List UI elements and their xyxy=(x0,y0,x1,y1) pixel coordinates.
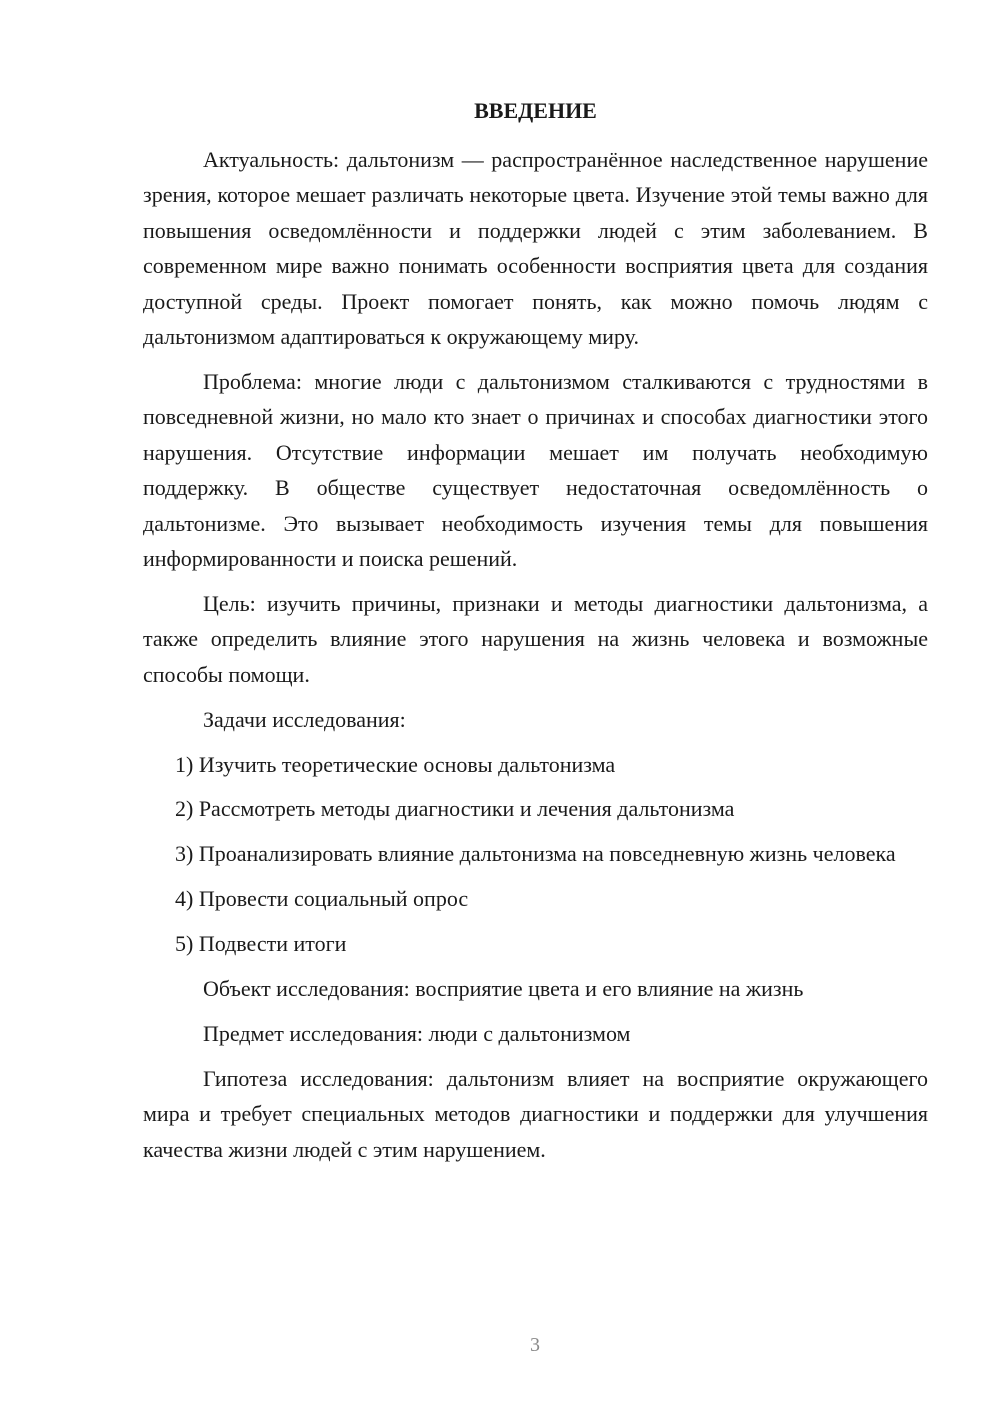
task-item-1: 1) Изучить теоретические основы дальтонизма xyxy=(175,751,616,777)
problem-paragraph: Проблема: многие люди с дальтонизмом сталкиваются с трудностями в повседневной жизни, но мало кто знает о причинах и способах диагностики этого нарушения. Отсутствие информации мешает им получать необходимую поддержку. В обществе существует недостаточная осведомлённость о дальтонизме. Это вызывает необходимость изучения темы для повышения информированности и поиска решений. xyxy=(143,368,928,571)
subject-paragraph: Предмет исследования: люди с дальтонизмом xyxy=(203,1020,631,1046)
body-text xyxy=(143,142,928,1177)
tasks-heading: Задачи исследования: xyxy=(203,706,406,732)
page-number: 3 xyxy=(530,1334,540,1356)
relevance-paragraph: Актуальность: дальтонизм — распространённое наследственное нарушение зрения, которое мешает различать некоторые цвета. Изучение этой темы важно для повышения осведомлённости и поддержки людей с этим заболеванием. В современном мире важно понимать особенности восприятия цвета для создания доступной среды. Проект помогает понять, как можно помочь людям с дальтонизмом адаптироваться к окружающему миру. xyxy=(143,147,928,350)
task-item-5: 5) Подвести итоги xyxy=(175,931,347,957)
goal-paragraph: Цель: изучить причины, признаки и методы диагностики дальтонизма, а также определить влияние этого нарушения на жизнь человека и возможные способы помощи. xyxy=(143,590,928,687)
task-item-2: 2) Рассмотреть методы диагностики и лечения дальтонизма xyxy=(175,796,735,822)
task-item-3: 3) Проанализировать влияние дальтонизма на повседневную жизнь человека xyxy=(175,841,896,867)
hypothesis-paragraph: Гипотеза исследования: дальтонизм влияет на восприятие окружающего мира и требует специальных методов диагностики и поддержки для улучшения качества жизни людей с этим нарушением. xyxy=(143,1065,928,1162)
page-heading: ВВЕДЕНИЕ xyxy=(474,98,597,123)
object-paragraph: Объект исследования: восприятие цвета и его влияние на жизнь xyxy=(203,976,804,1002)
task-item-4: 4) Провести социальный опрос xyxy=(175,886,469,912)
